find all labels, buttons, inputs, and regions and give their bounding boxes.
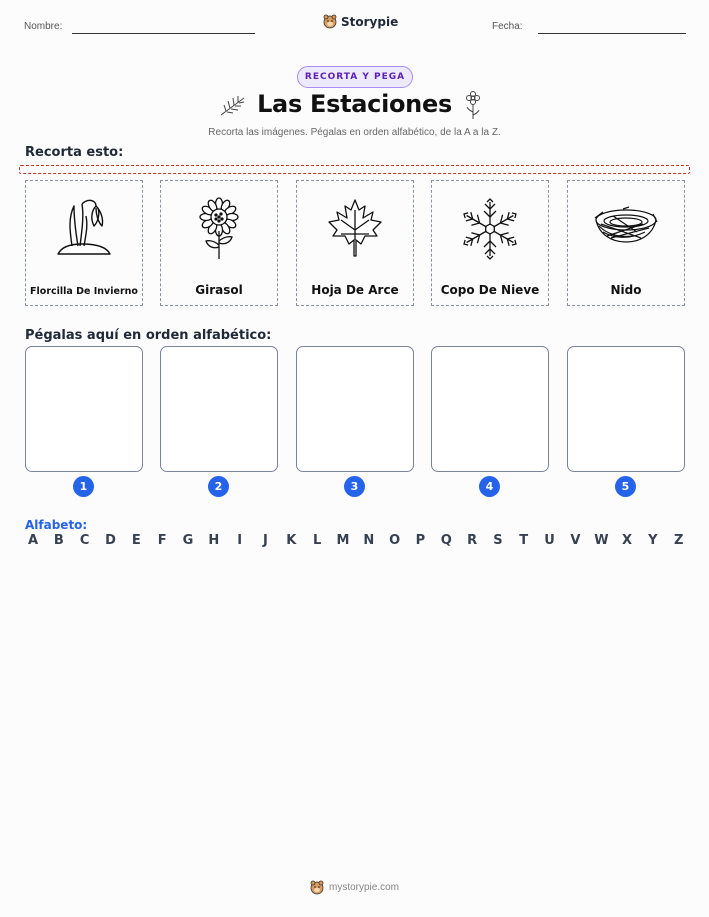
page-title: Las Estaciones (257, 90, 452, 118)
card-label: Copo De Nieve (440, 283, 540, 297)
alphabet-row (26, 533, 686, 548)
date-line (538, 33, 686, 34)
alphabet-letter: C (79, 533, 90, 548)
slot-number-badge: 5 (615, 476, 636, 497)
cut-heading: Recorta esto: (25, 145, 124, 160)
flower-icon (462, 90, 484, 120)
alphabet-letter: B (53, 533, 64, 548)
card-label: Girasol (195, 283, 243, 297)
alphabet-letter: D (105, 533, 116, 548)
paste-heading: Pégalas aquí en orden alfabético: (25, 328, 272, 343)
name-label: Nombre: (24, 21, 63, 32)
slot-number-badge: 1 (73, 476, 94, 497)
alphabet-letter: S (493, 533, 503, 548)
maple-leaf-icon (325, 198, 385, 260)
paste-slot-2[interactable] (160, 346, 278, 472)
storypie-mascot-icon (323, 14, 337, 29)
cutout-card[interactable] (431, 180, 549, 306)
alphabet-label: Alfabeto: (25, 518, 88, 532)
alphabet-letter: W (594, 533, 609, 548)
brand-logo (323, 14, 398, 29)
cutout-card[interactable] (567, 180, 685, 306)
slot-number-badge: 4 (479, 476, 500, 497)
snowflake-icon (459, 198, 521, 260)
paste-slot-1[interactable] (25, 346, 143, 472)
alphabet-letter: A (27, 533, 39, 548)
footer (0, 880, 709, 895)
cutout-card[interactable] (160, 180, 278, 306)
cut-line (19, 165, 690, 174)
alphabet-letter: U (544, 533, 555, 548)
cutout-card[interactable] (296, 180, 414, 306)
alphabet-letter: H (208, 533, 220, 548)
alphabet-letter: Q (440, 533, 452, 548)
paste-slot-4[interactable] (431, 346, 549, 472)
activity-tag: RECORTA Y PEGA (297, 66, 413, 88)
alphabet-letter: K (286, 533, 297, 548)
slot-number-badge: 2 (208, 476, 229, 497)
brand-name: Storypie (341, 14, 399, 29)
alphabet-letter: I (237, 533, 243, 548)
card-label: Hoja De Arce (311, 283, 399, 297)
footer-url: mystorypie.com (328, 882, 399, 893)
alphabet-letter: G (182, 533, 194, 548)
alphabet-letter: J (263, 533, 268, 548)
nest-icon (593, 204, 659, 254)
alphabet-letter: Z (673, 533, 684, 548)
paste-slot-5[interactable] (567, 346, 685, 472)
storypie-mascot-icon (310, 880, 324, 895)
alphabet-letter: T (519, 533, 529, 548)
card-label: Nido (610, 283, 642, 297)
alphabet-letter: Y (648, 533, 658, 548)
paste-slot-3[interactable] (296, 346, 414, 472)
card-label: Florcilla De Invierno (30, 286, 138, 297)
sunflower-icon (194, 197, 244, 261)
alphabet-letter: F (157, 533, 167, 548)
alphabet-letter: O (389, 533, 401, 548)
alphabet-letter: P (415, 533, 426, 548)
name-line (72, 33, 255, 34)
alphabet-letter: N (363, 533, 375, 548)
instructions: Recorta las imágenes. Pégalas en orden alfabético, de la A a la Z. (208, 127, 501, 138)
alphabet-letter: E (131, 533, 141, 548)
alphabet-letter: L (312, 533, 322, 548)
date-label: Fecha: (492, 21, 523, 32)
alphabet-letter: X (622, 533, 633, 548)
cutout-card[interactable] (25, 180, 143, 306)
alphabet-letter: R (467, 533, 478, 548)
alphabet-letter: V (570, 533, 581, 548)
alphabet-letter: M (336, 533, 350, 548)
snowdrop-icon (52, 196, 116, 262)
slot-number-badge: 3 (344, 476, 365, 497)
